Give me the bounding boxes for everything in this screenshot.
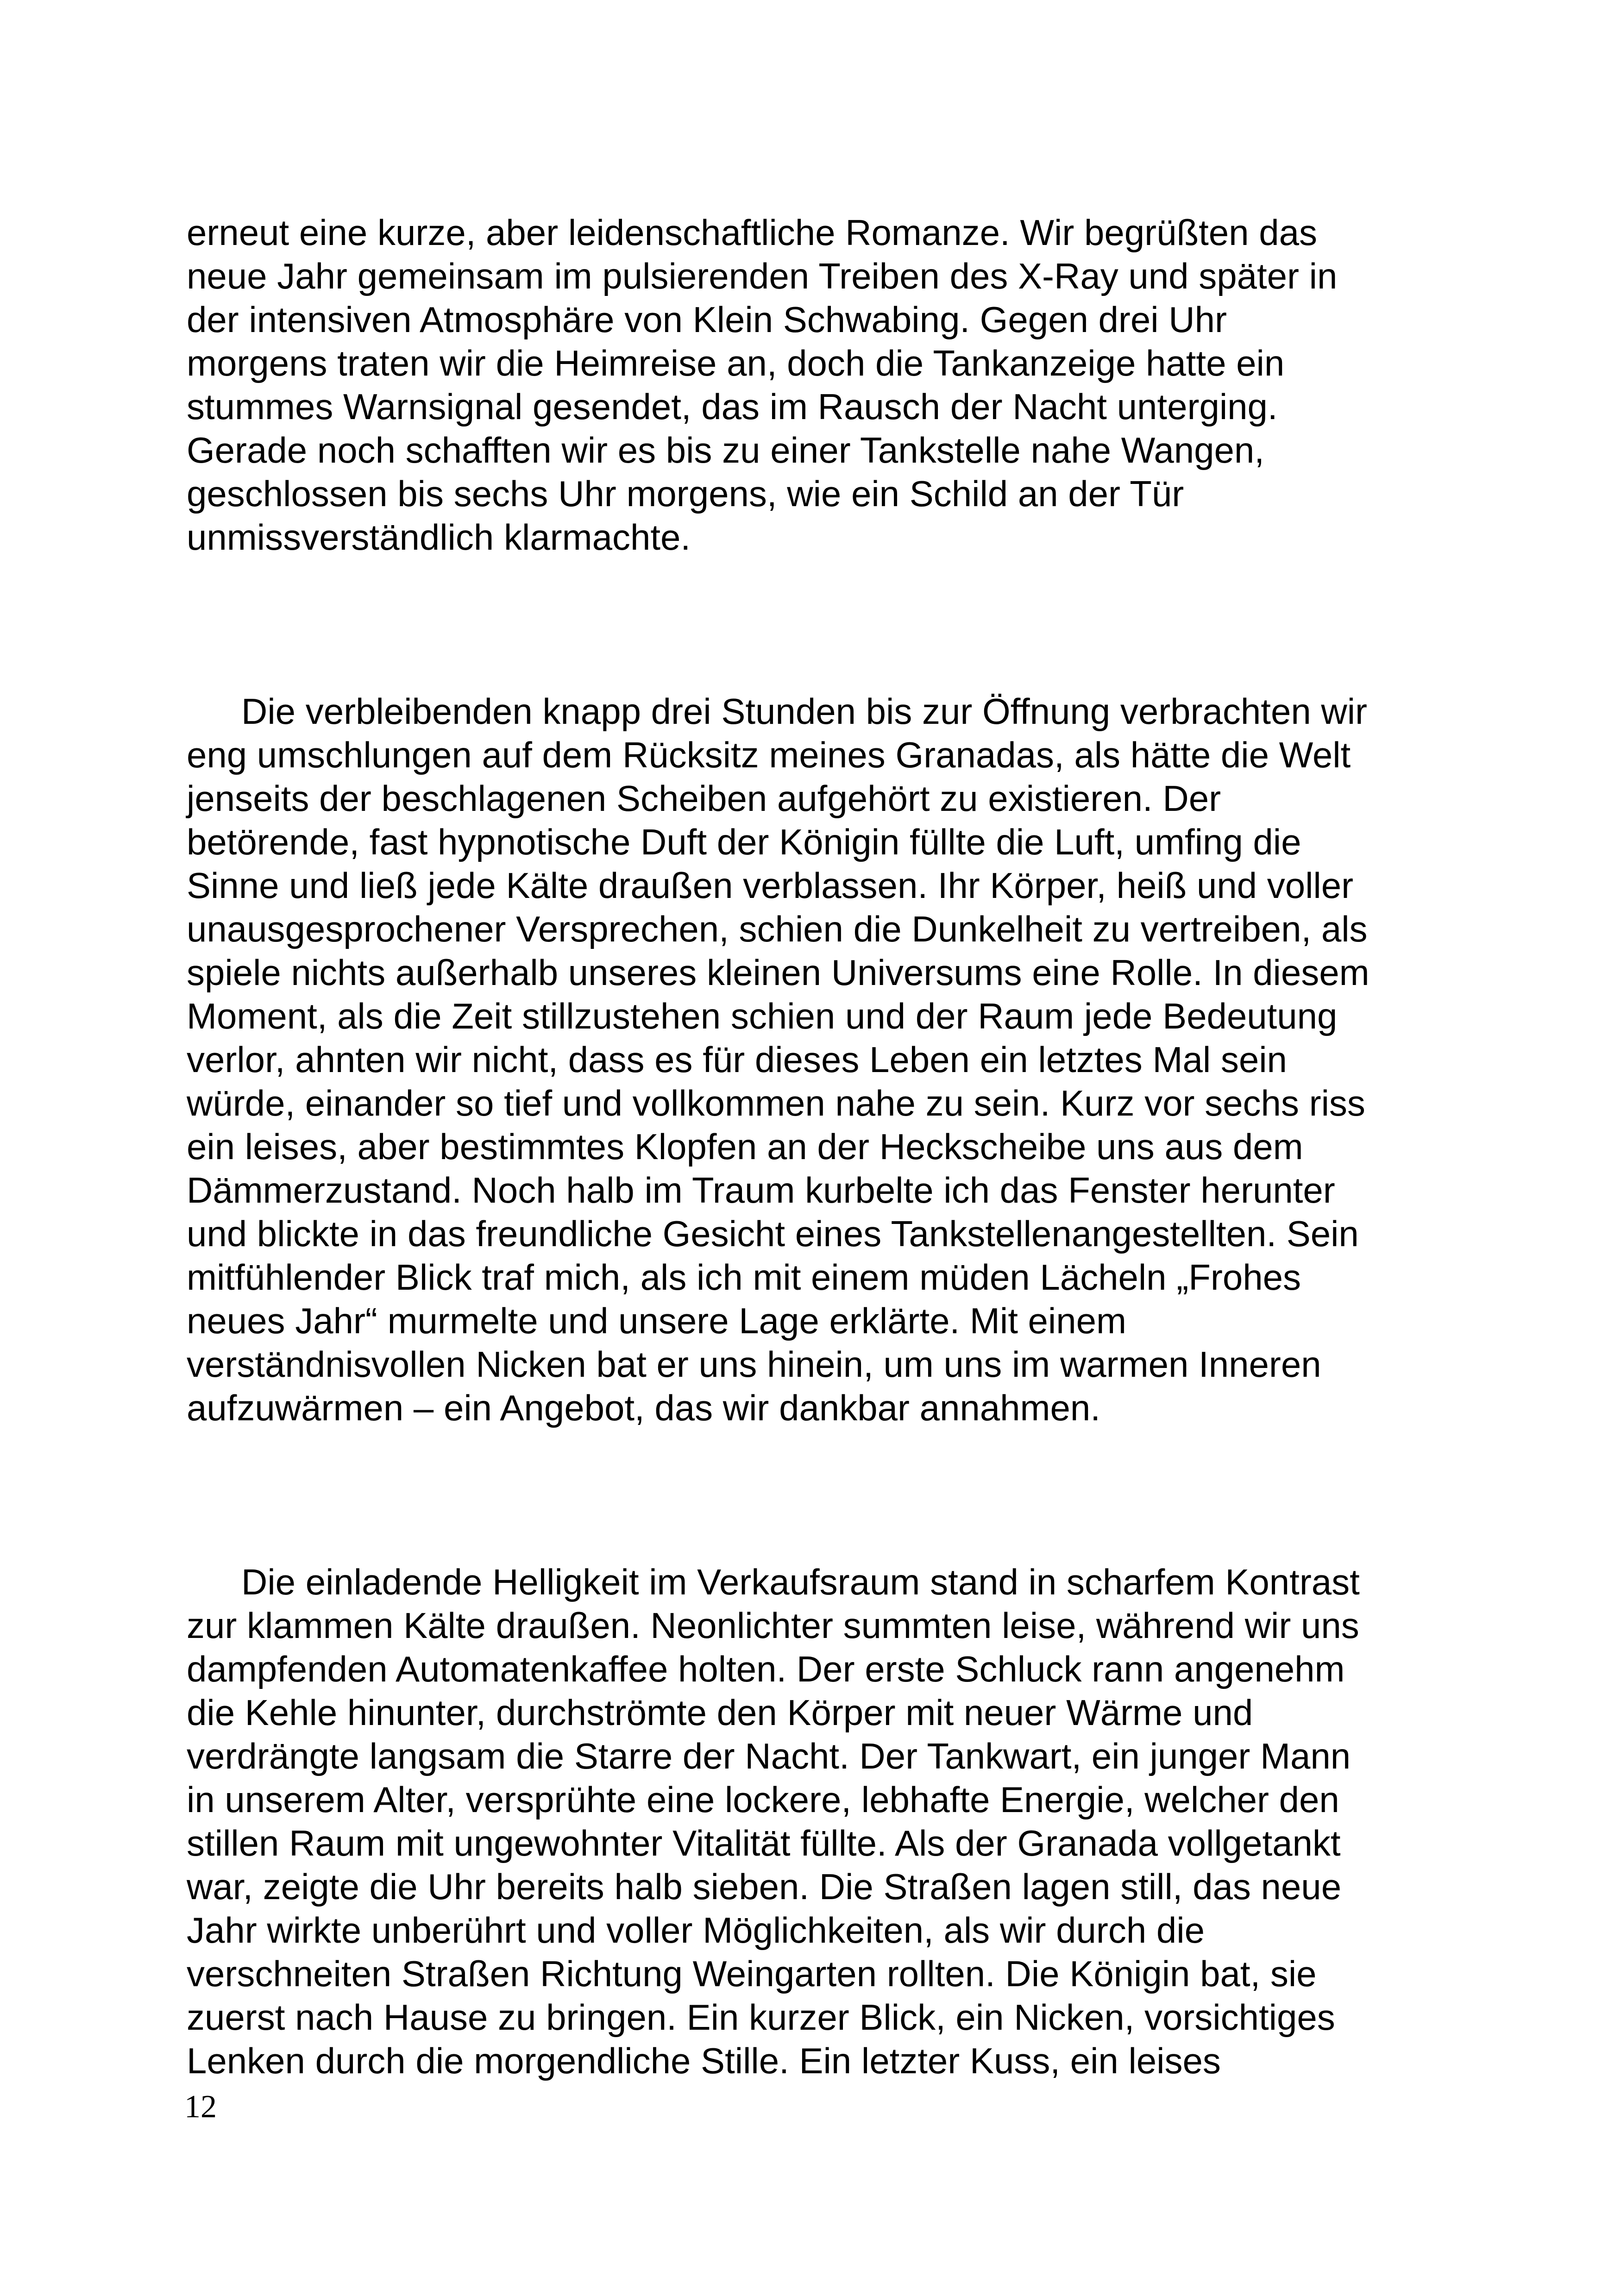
- text-line: mitfühlender Blick traf mich, als ich mit einem müden Lächeln „Frohes: [187, 1257, 1301, 1298]
- text-line: verschneiten Straßen Richtung Weingarten rollten. Die Königin bat, sie: [187, 1953, 1317, 1994]
- paragraph-3: [187, 1560, 1446, 2083]
- text-line: verdrängte langsam die Starre der Nacht. Der Tankwart, ein junger Mann: [187, 1736, 1351, 1776]
- text-line: ein leises, aber bestimmtes Klopfen an der Heckscheibe uns aus dem: [187, 1126, 1303, 1167]
- text-line: und blickte in das freundliche Gesicht eines Tankstellenangestellten. Sein: [187, 1213, 1359, 1254]
- body-text: [187, 211, 1446, 2083]
- text-line: verständnisvollen Nicken bat er uns hinein, um uns im warmen Inneren: [187, 1344, 1321, 1385]
- text-line: spiele nichts außerhalb unseres kleinen Universums eine Rolle. In diesem: [187, 952, 1370, 993]
- text-line: stummes Warnsignal gesendet, das im Rausch der Nacht unterging.: [187, 386, 1278, 427]
- text-line: Dämmerzustand. Noch halb im Traum kurbelte ich das Fenster herunter: [187, 1170, 1335, 1211]
- text-line: stillen Raum mit ungewohnter Vitalität füllte. Als der Granada vollgetankt: [187, 1823, 1341, 1863]
- text-line: unmissverständlich klarmachte.: [187, 517, 691, 558]
- text-line: Lenken durch die morgendliche Stille. Ein letzter Kuss, ein leises: [187, 2040, 1221, 2081]
- text-line: geschlossen bis sechs Uhr morgens, wie ein Schild an der Tür: [187, 473, 1184, 514]
- text-line: dampfenden Automatenkaffee holten. Der erste Schluck rann angenehm: [187, 1649, 1345, 1689]
- text-line: neue Jahr gemeinsam im pulsierenden Treiben des X-Ray und später in: [187, 256, 1338, 296]
- text-line: betörende, fast hypnotische Duft der Königin füllte die Luft, umfing die: [187, 822, 1301, 862]
- text-line: Gerade noch schafften wir es bis zu einer Tankstelle nahe Wangen,: [187, 430, 1264, 470]
- text-line: Jahr wirkte unberührt und voller Möglichkeiten, als wir durch die: [187, 1910, 1205, 1951]
- text-line: zuerst nach Hause zu bringen. Ein kurzer Blick, ein Nicken, vorsichtiges: [187, 1997, 1335, 2038]
- text-line: eng umschlungen auf dem Rücksitz meines Granadas, als hätte die Welt: [187, 734, 1351, 775]
- text-line: neues Jahr“ murmelte und unsere Lage erklärte. Mit einem: [187, 1300, 1126, 1341]
- text-line: jenseits der beschlagenen Scheiben aufgehört zu existieren. Der: [187, 778, 1221, 819]
- text-line: zur klammen Kälte draußen. Neonlichter summten leise, während wir uns: [187, 1605, 1359, 1646]
- paragraph-2: [187, 690, 1446, 1430]
- paragraph-spacer: [187, 1430, 1446, 1560]
- text-line: morgens traten wir die Heimreise an, doch die Tankanzeige hatte ein: [187, 343, 1285, 383]
- text-line: aufzuwärmen – ein Angebot, das wir dankbar annahmen.: [187, 1387, 1100, 1428]
- text-line: Die einladende Helligkeit im Verkaufsraum stand in scharfem Kontrast: [241, 1562, 1360, 1602]
- paragraph-1: [187, 211, 1446, 559]
- text-line: die Kehle hinunter, durchströmte den Körper mit neuer Wärme und: [187, 1692, 1253, 1733]
- text-line: Moment, als die Zeit stillzustehen schien und der Raum jede Bedeutung: [187, 996, 1338, 1036]
- paragraph-spacer: [187, 559, 1446, 690]
- text-line: war, zeigte die Uhr bereits halb sieben. Die Straßen lagen still, das neue: [187, 1866, 1342, 1907]
- text-line: der intensiven Atmosphäre von Klein Schwabing. Gegen drei Uhr: [187, 299, 1227, 340]
- page-number: 12: [184, 2089, 217, 2125]
- text-line: Die verbleibenden knapp drei Stunden bis zur Öffnung verbrachten wir: [241, 691, 1368, 732]
- text-line: verlor, ahnten wir nicht, dass es für dieses Leben ein letztes Mal sein: [187, 1039, 1287, 1080]
- text-line: in unserem Alter, versprühte eine lockere, lebhafte Energie, welcher den: [187, 1779, 1339, 1820]
- text-line: würde, einander so tief und vollkommen nahe zu sein. Kurz vor sechs riss: [187, 1083, 1365, 1123]
- text-line: unausgesprochener Versprechen, schien die Dunkelheit zu vertreiben, als: [187, 909, 1368, 949]
- text-line: erneut eine kurze, aber leidenschaftliche Romanze. Wir begrüßten das: [187, 212, 1317, 253]
- text-line: Sinne und ließ jede Kälte draußen verblassen. Ihr Körper, heiß und voller: [187, 865, 1354, 906]
